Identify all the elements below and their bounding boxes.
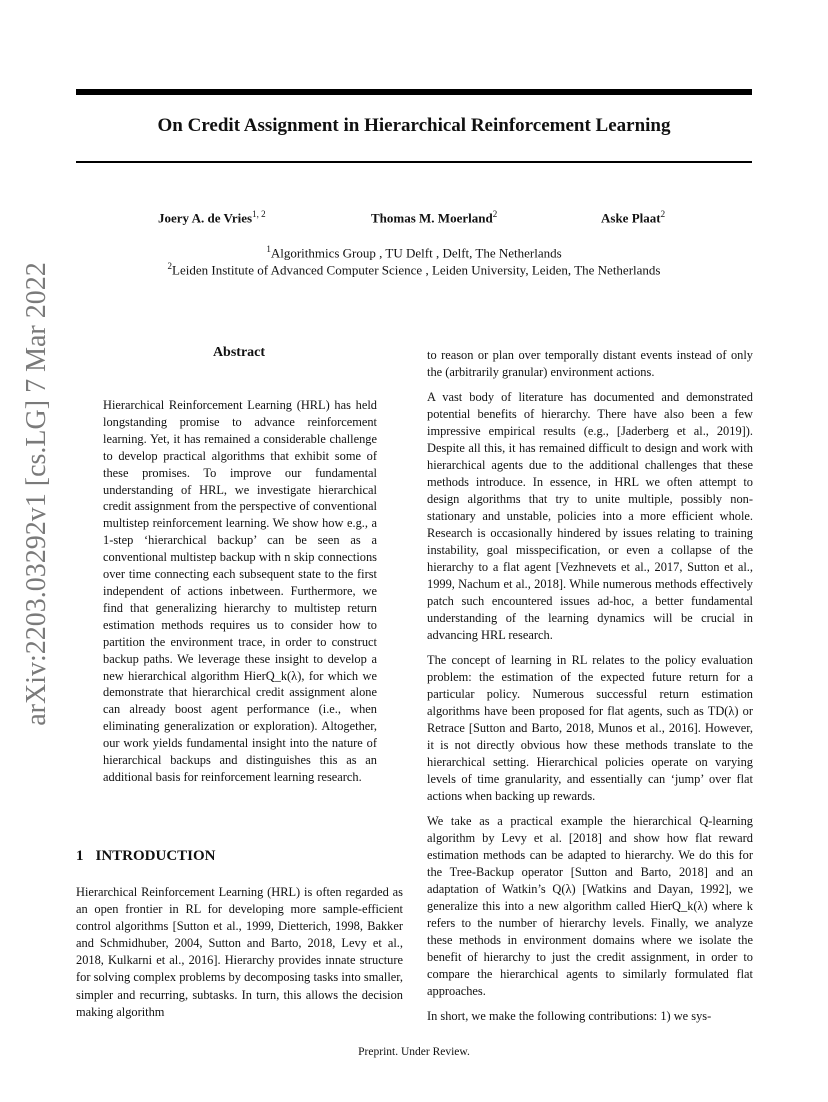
author-name: Aske Plaat bbox=[601, 210, 661, 226]
affiliation-text: Algorithmics Group , TU Delft , Delft, The Netherlands bbox=[270, 245, 562, 261]
paragraph: to reason or plan over temporally distant events instead of only the (arbitrarily granular) environment actions. bbox=[427, 348, 753, 379]
author-sup: 2 bbox=[660, 209, 666, 219]
section-title: INTRODUCTION bbox=[95, 848, 216, 864]
author-2 bbox=[371, 209, 497, 226]
abstract-body bbox=[103, 397, 377, 786]
author-name: Joery A. de Vries bbox=[158, 210, 253, 226]
author-1 bbox=[158, 209, 266, 226]
author-name: Thomas M. Moerland bbox=[371, 210, 493, 226]
title-rule bbox=[76, 161, 752, 163]
affiliation-1 bbox=[76, 244, 752, 261]
paper-title: On Credit Assignment in Hierarchical Reinforcement Learning bbox=[157, 115, 671, 136]
introduction-text: Hierarchical Reinforcement Learning (HRL) is often regarded as an open frontier in RL for developing more sample-efficient control algorithms [Sutton et al., 1999, Dietterich, 1998, Bakker and Schmidhuber, 2004, Sutton and Barto, 2018, Levy et al., 2018, Kulkarni et al., 2016]. Hierarchy provides innate structure for solving complex problems by decomposing tasks into smaller, simpler and recurring, subtasks. In turn, this allows the decision making algorithm bbox=[76, 885, 403, 1019]
introduction-body bbox=[76, 884, 403, 1021]
paragraph: In short, we make the following contributions: 1) we sys- bbox=[427, 1009, 712, 1023]
footer-note: Preprint. Under Review. bbox=[358, 1046, 470, 1058]
abstract-heading: Abstract bbox=[212, 345, 266, 360]
affiliation-2 bbox=[76, 261, 752, 278]
paragraph: The concept of learning in RL relates to the policy evaluation problem: the estimation of the expected future return for a particular policy. Numerous successful return estimation algorithms have been proposed for flat agents, such as TD(λ) or Retrace [Sutton and Barto, 2018, Munos et al., 2016]. However, it is not directly obvious how these methods translate to the hierarchical setting. Hierarchical policies operate on varying levels of time granularity, and essentially can ‘jump’ over flat actions when backing up rewards. bbox=[427, 653, 753, 803]
author-sup: 2 bbox=[492, 209, 498, 219]
paragraph: A vast body of literature has documented and demonstrated potential benefits of hierarchy. There have also been a few impressive empirical results (e.g., [Jaderberg et al., 2019]). Despite all this, it has remained difficult to design and work with hierarchical agents due to the additional challenges that these methods introduce. In essence, in HRL we often attempt to design algorithms that try to unite multiple, possibly non-stationary and unstable, policies into a more efficient whole. Research is occasionally hindered by issues relating to training instability, goal misspecification, or even a collapse of the hierarchy to a flat agent [Vezhnevets et al., 2017, Sutton et al., 1999, Nachum et al., 2018]. While numerous methods effectively patch such encountered issues ad-hoc, a better fundamental understanding of the learning dynamics will be crucial in advancing HRL research. bbox=[427, 390, 753, 642]
top-rule bbox=[76, 89, 752, 95]
author-sup: 1, 2 bbox=[252, 209, 266, 219]
section-number: 1 bbox=[76, 848, 84, 864]
section-heading bbox=[76, 848, 228, 865]
arxiv-stamp: arXiv:2203.03292v1 [cs.LG] 7 Mar 2022 bbox=[21, 262, 52, 726]
paragraph: We take as a practical example the hierarchical Q-learning algorithm by Levy et al. [2018] and show how flat reward estimation methods can be adapted to hierarchy. We do this for the Tree-Backup operator [Sutton and Barto, 2018] and an adaptation of Watkin’s Q(λ) [Watkins and Dayan, 1992], we generalize this into a new algorithm called HierQ_k(λ) where k refers to the number of hierarchy levels. Finally, we analyze these methods in environment domains where we isolate the benefit of hierarchy to just the credit assignment, in order to compare the hierarchical agents to similarly formulated flat approaches. bbox=[427, 814, 753, 998]
affiliation-sup: 2 bbox=[167, 261, 173, 271]
affiliation-sup: 1 bbox=[266, 244, 271, 254]
affiliation-text: Leiden Institute of Advanced Computer Science , Leiden University, Leiden, The Netherlands bbox=[172, 262, 661, 278]
abstract-text: Hierarchical Reinforcement Learning (HRL) has held longstanding promise to advance reinforcement learning. Yet, it has remained a considerable challenge to develop practical algorithms that exhibit some of these promises. To improve our fundamental understanding of HRL, we investigate hierarchical credit assignment from the perspective of conventional multistep reinforcement learning. We show how e.g., a 1-step ‘hierarchical backup’ can be seen as a conventional multistep backup with n skip connections over time connecting each subsequent state to the first independent of actions inbetween. Furthermore, we find that generalizing hierarchy to multistep return estimation methods requires us to consider how to partition the environment trace, in order to construct backup paths. We leverage these insight to develop a new hierarchical algorithm HierQ_k(λ), for which we demonstrate that hierarchical credit assignment alone can already boost agent performance (i.e., when eliminating generalization or exploration). Altogether, our work yields fundamental insight into the nature of hierarchical backups and distinguishes this as an additional basis for reinforcement learning research. bbox=[103, 398, 377, 784]
author-3 bbox=[601, 209, 665, 226]
right-column bbox=[427, 347, 753, 1033]
